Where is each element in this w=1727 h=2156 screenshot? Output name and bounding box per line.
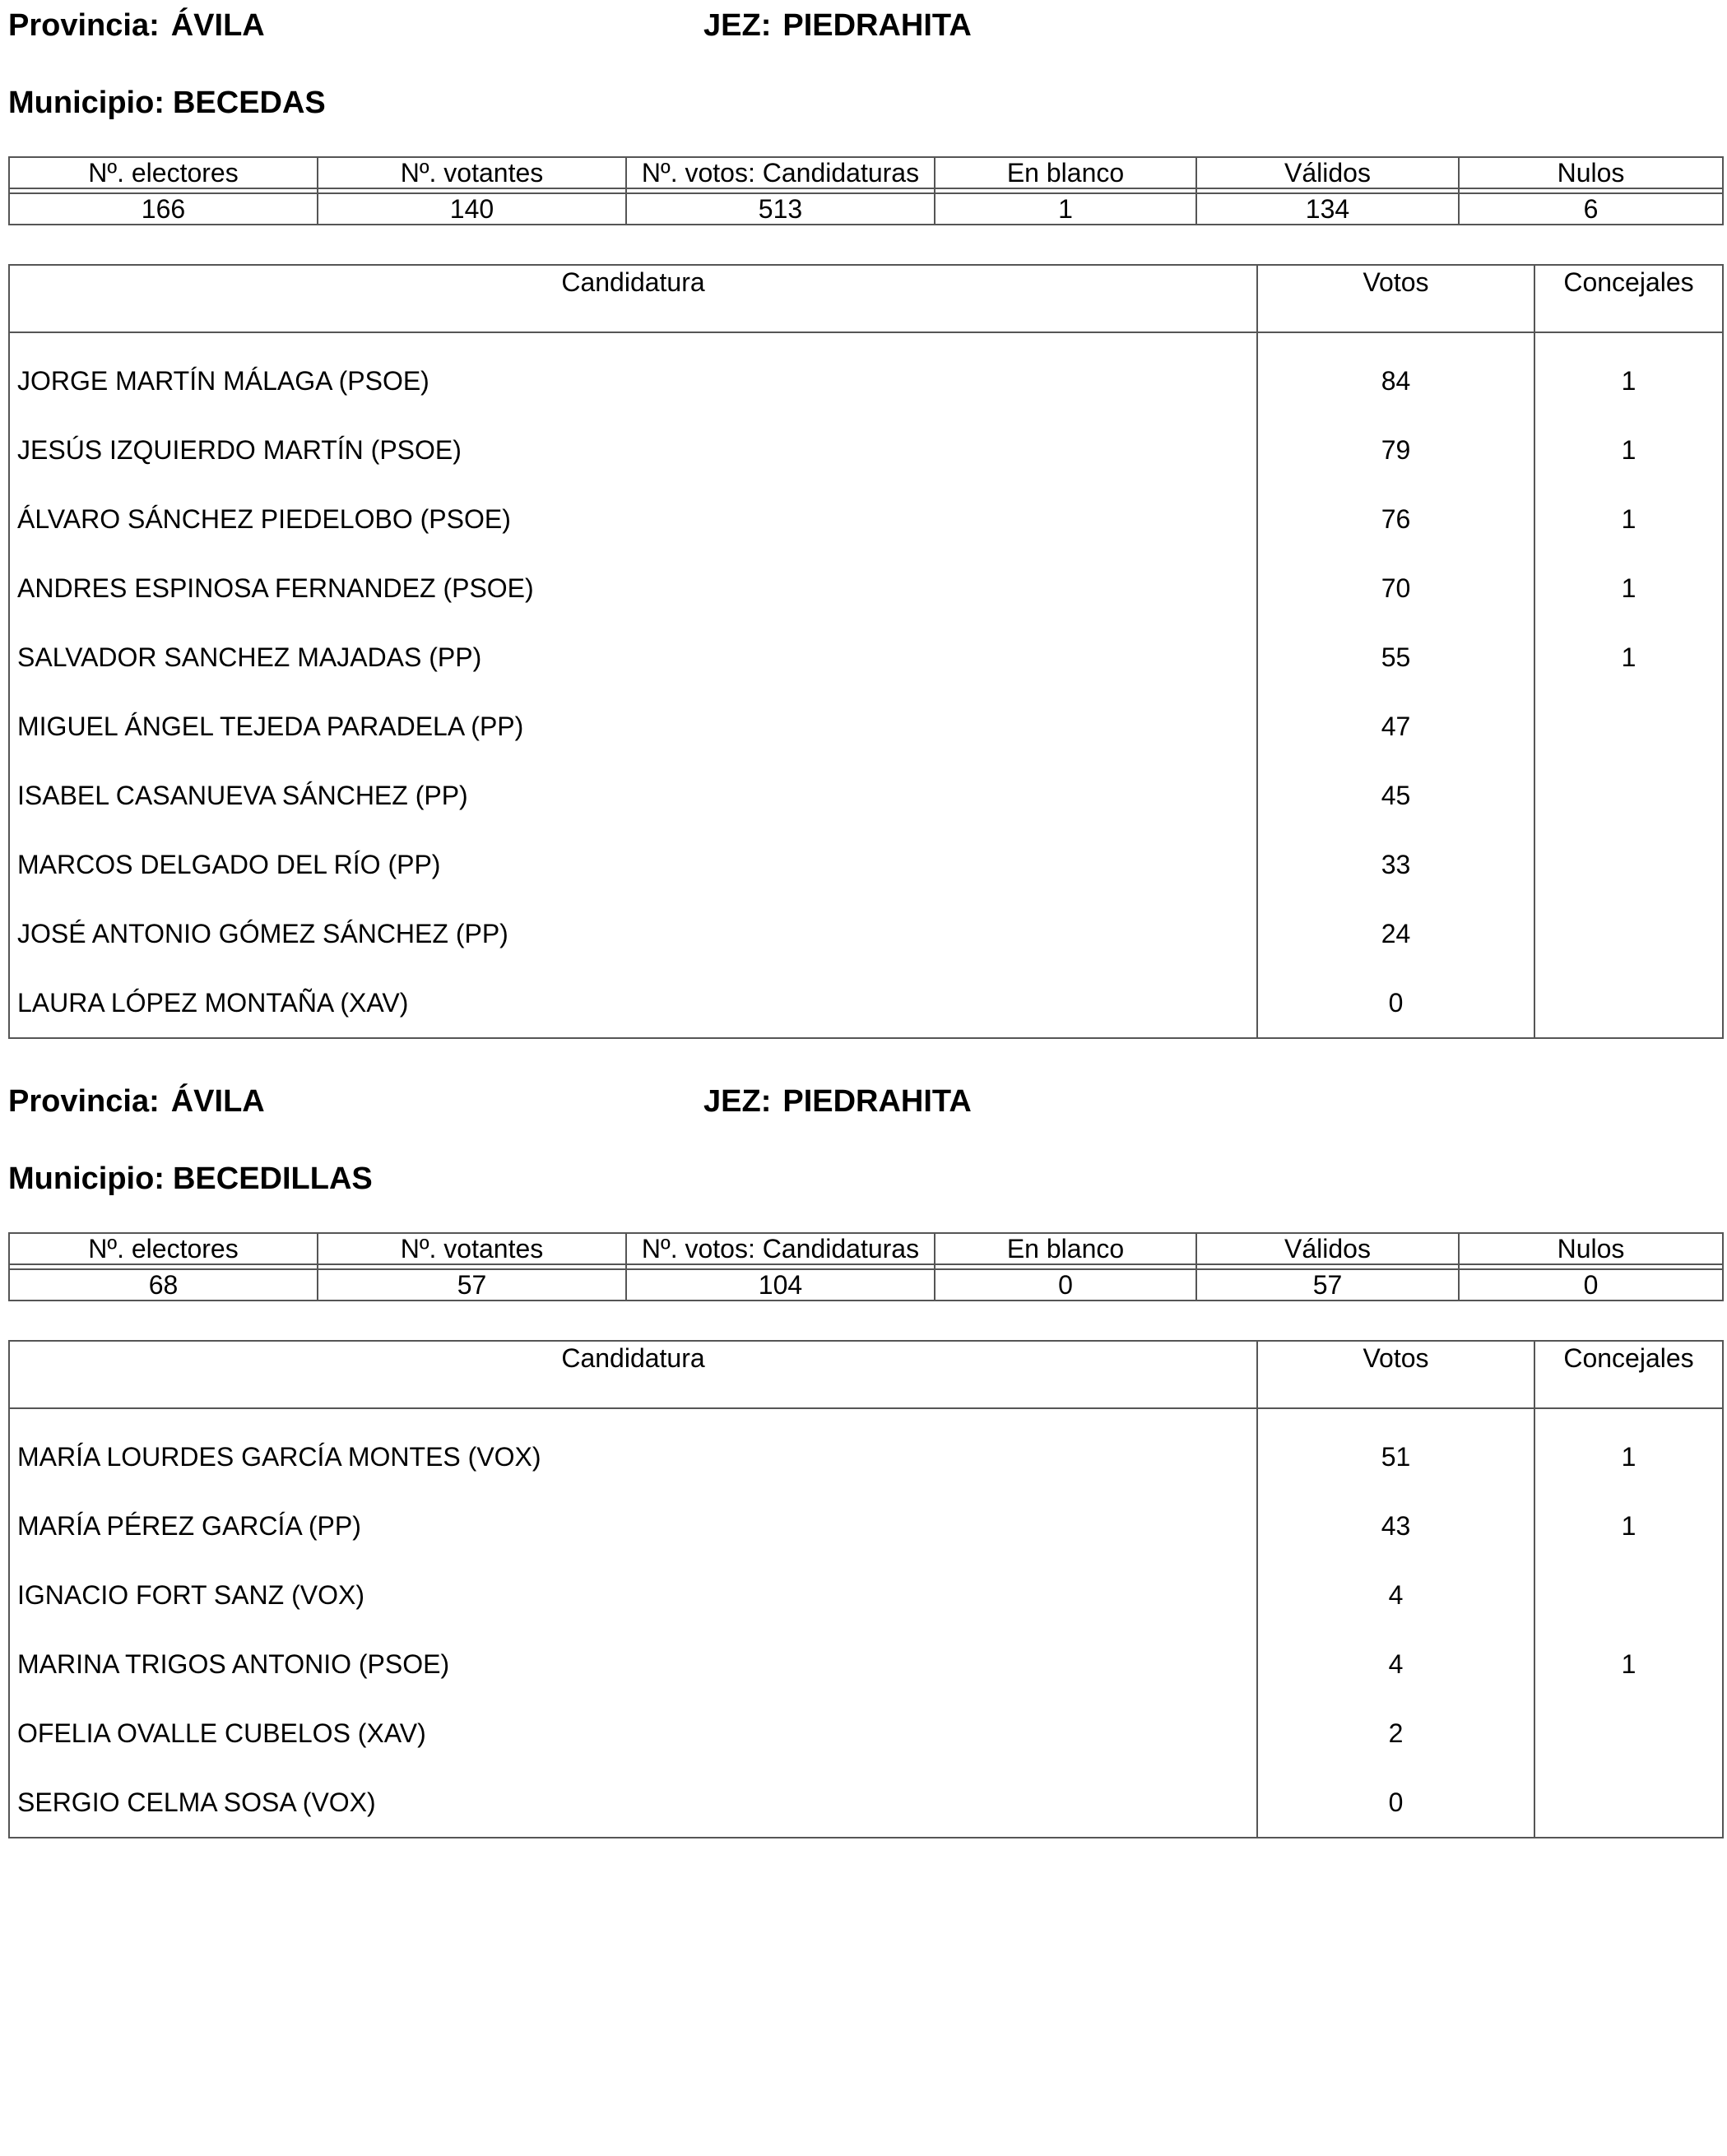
jez-value: PIEDRAHITA (782, 8, 972, 43)
candidate-concejales: 1 (1534, 554, 1723, 623)
provincia-heading (8, 7, 265, 44)
candidates-table (8, 264, 1724, 1039)
candidate-row (9, 554, 1723, 623)
summary-validos: 57 (1196, 1269, 1459, 1301)
candidatura-header: Candidatura (9, 265, 1257, 332)
summary-table (8, 1232, 1724, 1301)
candidate-row (9, 899, 1723, 968)
provincia-value: ÁVILA (170, 8, 265, 43)
summary-votantes: 140 (318, 193, 626, 225)
municipio-value: BECEDAS (172, 86, 326, 120)
summary-value-row (9, 1269, 1723, 1301)
candidate-concejales (1534, 1560, 1723, 1630)
candidate-name: MARÍA PÉREZ GARCÍA (PP) (9, 1491, 1257, 1560)
candidate-row (9, 332, 1723, 415)
candidate-concejales: 1 (1534, 623, 1723, 692)
summary-header-nulos: Nulos (1459, 157, 1723, 188)
candidate-votos: 70 (1257, 554, 1534, 623)
summary-votos-candidaturas: 513 (626, 193, 935, 225)
concejales-header: Concejales (1534, 1341, 1723, 1408)
candidate-votos: 4 (1257, 1630, 1534, 1699)
municipio-value: BECEDILLAS (172, 1161, 373, 1196)
summary-header-votos-candidaturas: Nº. votos: Candidaturas (626, 157, 935, 188)
candidate-name: LAURA LÓPEZ MONTAÑA (XAV) (9, 968, 1257, 1038)
municipality-section (0, 0, 1727, 1018)
candidate-concejales: 1 (1534, 332, 1723, 415)
candidate-row (9, 830, 1723, 899)
candidates-table (8, 1340, 1724, 1838)
summary-votos-candidaturas: 104 (626, 1269, 935, 1301)
candidate-name: MARÍA LOURDES GARCÍA MONTES (VOX) (9, 1408, 1257, 1491)
candidate-votos: 47 (1257, 692, 1534, 761)
candidate-votos: 79 (1257, 415, 1534, 485)
candidate-votos: 51 (1257, 1408, 1534, 1491)
candidate-concejales: 1 (1534, 1408, 1723, 1491)
summary-header-row (9, 1233, 1723, 1264)
candidate-votos: 84 (1257, 332, 1534, 415)
jez-value: PIEDRAHITA (782, 1084, 972, 1119)
candidate-name: MARINA TRIGOS ANTONIO (PSOE) (9, 1630, 1257, 1699)
summary-electores: 166 (9, 193, 318, 225)
summary-en-blanco: 1 (935, 193, 1196, 225)
jez-label: JEZ: (703, 8, 772, 43)
candidate-row (9, 485, 1723, 554)
candidate-name: OFELIA OVALLE CUBELOS (XAV) (9, 1699, 1257, 1768)
summary-table (8, 156, 1724, 225)
candidate-votos: 4 (1257, 1560, 1534, 1630)
candidate-concejales: 1 (1534, 415, 1723, 485)
candidate-votos: 43 (1257, 1491, 1534, 1560)
candidate-votos: 0 (1257, 968, 1534, 1038)
candidate-concejales: 1 (1534, 1630, 1723, 1699)
candidate-concejales (1534, 761, 1723, 830)
municipio-heading (8, 1160, 373, 1198)
candidate-concejales: 1 (1534, 485, 1723, 554)
candidate-concejales (1534, 1699, 1723, 1768)
candidate-votos: 55 (1257, 623, 1534, 692)
summary-validos: 134 (1196, 193, 1459, 225)
summary-header-row (9, 157, 1723, 188)
summary-nulos: 0 (1459, 1269, 1723, 1301)
candidate-votos: 33 (1257, 830, 1534, 899)
summary-value-row (9, 193, 1723, 225)
candidate-name: ANDRES ESPINOSA FERNANDEZ (PSOE) (9, 554, 1257, 623)
candidate-name: IGNACIO FORT SANZ (VOX) (9, 1560, 1257, 1630)
jez-heading (703, 7, 972, 44)
summary-header-electores: Nº. electores (9, 157, 318, 188)
candidate-concejales (1534, 830, 1723, 899)
candidate-name: ISABEL CASANUEVA SÁNCHEZ (PP) (9, 761, 1257, 830)
summary-en-blanco: 0 (935, 1269, 1196, 1301)
summary-votantes: 57 (318, 1269, 626, 1301)
candidate-row (9, 415, 1723, 485)
candidate-votos: 45 (1257, 761, 1534, 830)
votos-header: Votos (1257, 265, 1534, 332)
provincia-label: Provincia: (8, 1084, 160, 1119)
candidate-row (9, 761, 1723, 830)
candidates-header-row (9, 265, 1723, 332)
candidate-votos: 2 (1257, 1699, 1534, 1768)
candidate-name: SERGIO CELMA SOSA (VOX) (9, 1768, 1257, 1838)
summary-header-validos: Válidos (1196, 1233, 1459, 1264)
candidate-name: MIGUEL ÁNGEL TEJEDA PARADELA (PP) (9, 692, 1257, 761)
candidate-concejales (1534, 968, 1723, 1038)
municipio-label: Municipio: (8, 1161, 165, 1196)
candidate-votos: 24 (1257, 899, 1534, 968)
candidate-row (9, 1699, 1723, 1768)
candidate-row (9, 692, 1723, 761)
summary-nulos: 6 (1459, 193, 1723, 225)
candidate-name: MARCOS DELGADO DEL RÍO (PP) (9, 830, 1257, 899)
candidate-row (9, 623, 1723, 692)
concejales-header: Concejales (1534, 265, 1723, 332)
summary-header-en-blanco: En blanco (935, 157, 1196, 188)
candidate-name: JORGE MARTÍN MÁLAGA (PSOE) (9, 332, 1257, 415)
jez-label: JEZ: (703, 1084, 772, 1119)
provincia-value: ÁVILA (170, 1084, 265, 1119)
municipio-label: Municipio: (8, 86, 165, 120)
votos-header: Votos (1257, 1341, 1534, 1408)
jez-heading (703, 1083, 972, 1120)
candidates-header-row (9, 1341, 1723, 1408)
provincia-heading (8, 1083, 265, 1120)
candidate-name: SALVADOR SANCHEZ MAJADAS (PP) (9, 623, 1257, 692)
candidate-name: JOSÉ ANTONIO GÓMEZ SÁNCHEZ (PP) (9, 899, 1257, 968)
candidate-name: JESÚS IZQUIERDO MARTÍN (PSOE) (9, 415, 1257, 485)
summary-header-nulos: Nulos (1459, 1233, 1723, 1264)
candidate-row (9, 968, 1723, 1038)
candidate-concejales: 1 (1534, 1491, 1723, 1560)
candidate-row (9, 1560, 1723, 1630)
provincia-label: Provincia: (8, 8, 160, 43)
summary-header-votantes: Nº. votantes (318, 1233, 626, 1264)
summary-header-votos-candidaturas: Nº. votos: Candidaturas (626, 1233, 935, 1264)
candidate-row (9, 1491, 1723, 1560)
candidate-row (9, 1768, 1723, 1838)
candidate-concejales (1534, 1768, 1723, 1838)
municipio-heading (8, 84, 326, 122)
candidate-votos: 76 (1257, 485, 1534, 554)
summary-header-votantes: Nº. votantes (318, 157, 626, 188)
candidate-name: ÁLVARO SÁNCHEZ PIEDELOBO (PSOE) (9, 485, 1257, 554)
candidatura-header: Candidatura (9, 1341, 1257, 1408)
summary-header-en-blanco: En blanco (935, 1233, 1196, 1264)
candidate-row (9, 1630, 1723, 1699)
summary-header-electores: Nº. electores (9, 1233, 318, 1264)
candidate-concejales (1534, 899, 1723, 968)
summary-electores: 68 (9, 1269, 318, 1301)
candidate-concejales (1534, 692, 1723, 761)
summary-header-validos: Válidos (1196, 157, 1459, 188)
municipality-section (0, 1076, 1727, 1866)
candidate-votos: 0 (1257, 1768, 1534, 1838)
candidate-row (9, 1408, 1723, 1491)
